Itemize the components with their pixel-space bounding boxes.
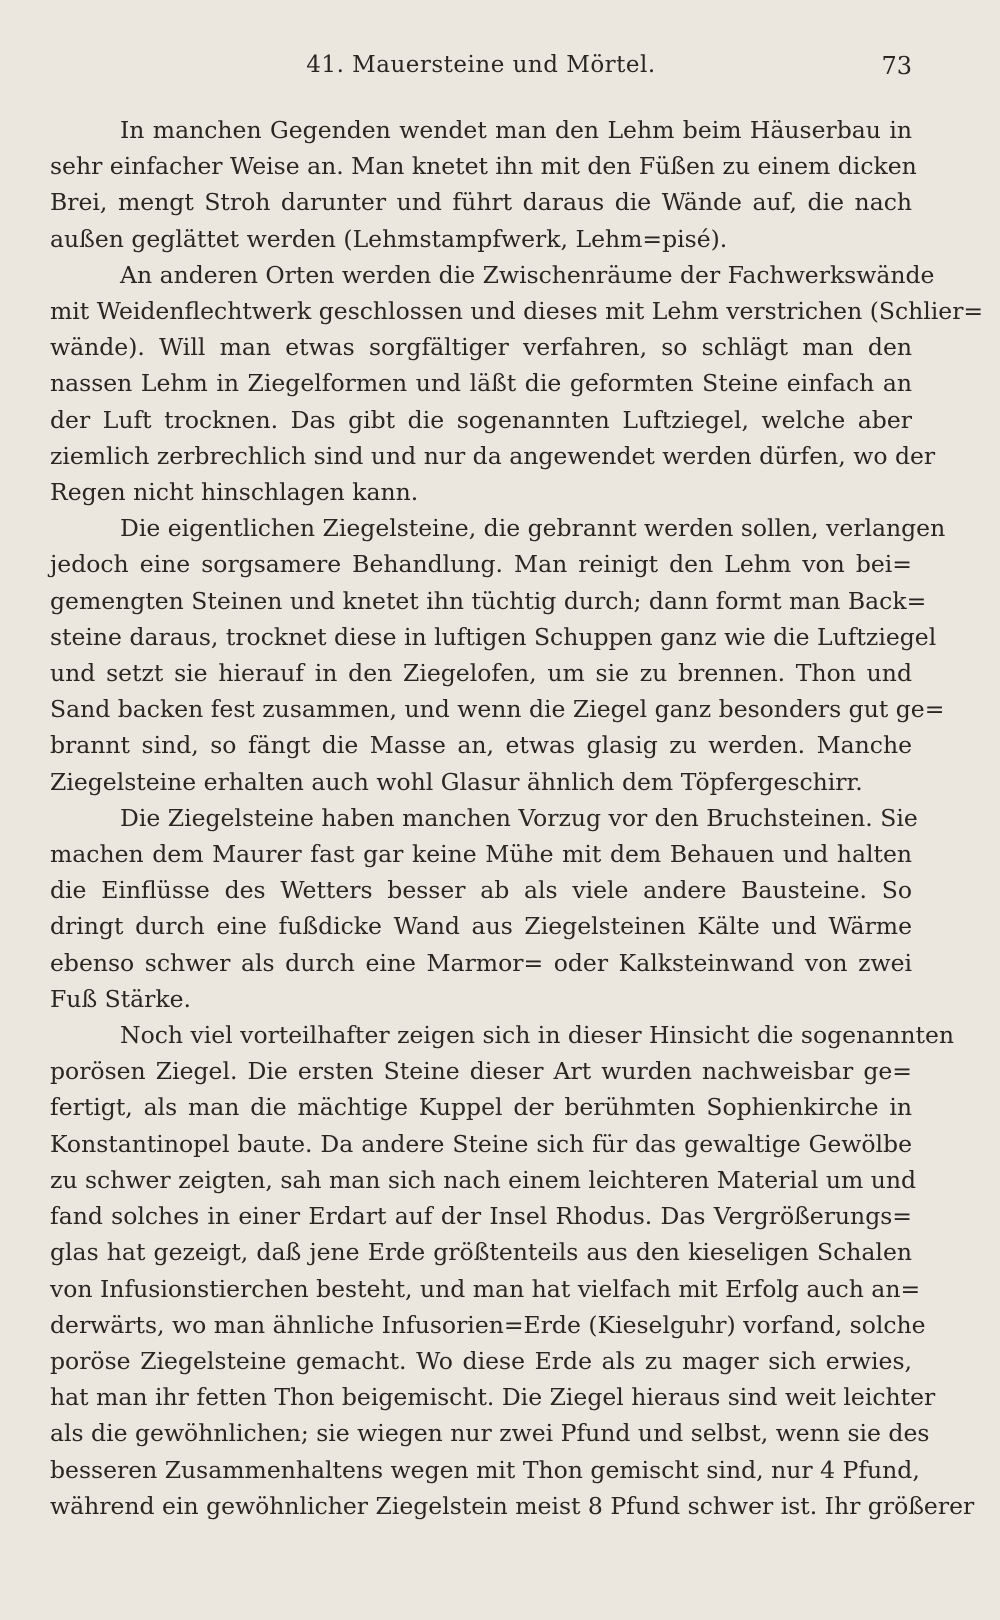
text-line: Konstantinopel baute. Da andere Steine sich für das gewaltige Gewölbe [50,1129,912,1158]
text-line: sehr einfacher Weise an. Man knetet ihn mit den Füßen zu einem dicken [50,152,917,181]
text-line: und setzt sie hierauf in den Ziegelofen, um sie zu brennen. Thon und [50,659,912,688]
text-line: von Infusionstierchen besteht, und man hat vielfach mit Erfolg auch an= [50,1274,921,1303]
text-line: machen dem Maurer fast gar keine Mühe mit dem Behauen und halten [50,840,912,869]
text-line: An anderen Orten werden die Zwischenräume der Fachwerkswände [120,260,935,289]
text-line: ebenso schwer als durch eine Marmor= oder Kalksteinwand von zwei [50,948,912,977]
paragraph [50,1017,975,1524]
text-line: außen geglättet werden (Lehmstampfwerk, Lehm=pisé). [50,224,728,253]
text-line: steine daraus, trocknet diese in luftigen Schuppen ganz wie die Luftziegel [50,622,937,651]
paragraph [50,510,946,800]
text-line: brannt sind, so fängt die Masse an, etwas glasig zu werden. Manche [50,731,912,760]
text-line: als die gewöhnlichen; sie wiegen nur zwei Pfund und selbst, wenn sie des [50,1419,930,1448]
paragraph [50,112,917,257]
text-line: dringt durch eine fußdicke Wand aus Ziegelsteinen Kälte und Wärme [50,912,912,941]
text-line: Sand backen fest zusammen, und wenn die Ziegel ganz besonders gut ge= [50,695,945,724]
paragraph [50,257,984,510]
text-line: Ziegelsteine erhalten auch wohl Glasur ähnlich dem Töpfergeschirr. [50,767,863,796]
text-line: der Luft trocknen. Das gibt die sogenannten Luftziegel, welche aber [50,405,912,434]
text-line: Brei, mengt Stroh darunter und führt daraus die Wände auf, die nach [50,188,912,217]
text-line: fand solches in einer Erdart auf der Insel Rhodus. Das Vergrößerungs= [50,1202,912,1231]
paragraph [50,800,918,1017]
running-header [50,52,912,92]
text-line: Die Ziegelsteine haben manchen Vorzug vor den Bruchsteinen. Sie [120,803,918,832]
text-line: glas hat gezeigt, daß jene Erde größtenteils aus den kieseligen Schalen [50,1238,912,1267]
text-line: wände). Will man etwas sorgfältiger verfahren, so schlägt man den [50,333,912,362]
text-line: Fuß Stärke. [50,984,192,1013]
page-number: 73 [881,52,912,80]
text-line: In manchen Gegenden wendet man den Lehm beim Häuserbau in [120,116,912,144]
text-line: Die eigentlichen Ziegelsteine, die gebrannt werden sollen, verlangen [120,514,946,543]
text-line: fertigt, als man die mächtige Kuppel der berühmten Sophienkirche in [50,1093,912,1122]
text-line: gemengten Steinen und knetet ihn tüchtig durch; dann formt man Back= [50,586,927,615]
body-text [50,112,984,1524]
text-line: hat man ihr fetten Thon beigemischt. Die Ziegel hieraus sind weit leichter [50,1383,936,1412]
text-line: die Einflüsse des Wetters besser ab als viele andere Bausteine. So [50,876,912,905]
text-line: poröse Ziegelsteine gemacht. Wo diese Erde als zu mager sich erwies, [50,1346,912,1375]
text-line: besseren Zusammenhaltens wegen mit Thon gemischt sind, nur 4 Pfund, [50,1455,920,1484]
text-line: derwärts, wo man ähnliche Infusorien=Erde (Kieselguhr) vorfand, solche [50,1310,926,1339]
text-line: jedoch eine sorgsamere Behandlung. Man reinigt den Lehm von bei= [50,550,912,579]
text-line: während ein gewöhnlicher Ziegelstein meist 8 Pfund schwer ist. Ihr größerer [50,1491,975,1520]
text-line: ziemlich zerbrechlich sind und nur da angewendet werden dürfen, wo der [50,441,936,470]
text-line: porösen Ziegel. Die ersten Steine dieser Art wurden nachweisbar ge= [50,1057,912,1086]
text-line: nassen Lehm in Ziegelformen und läßt die geformten Steine einfach an [50,369,912,398]
running-title: 41. Mauersteine und Mörtel. [306,52,656,78]
text-line: zu schwer zeigten, sah man sich nach einem leichteren Material um und [50,1165,917,1194]
text-line: Noch viel vorteilhafter zeigen sich in dieser Hinsicht die sogenannten [120,1021,954,1050]
text-line: mit Weidenflechtwerk geschlossen und dieses mit Lehm verstrichen (Schlier= [50,297,984,326]
text-line: Regen nicht hinschlagen kann. [50,478,419,507]
